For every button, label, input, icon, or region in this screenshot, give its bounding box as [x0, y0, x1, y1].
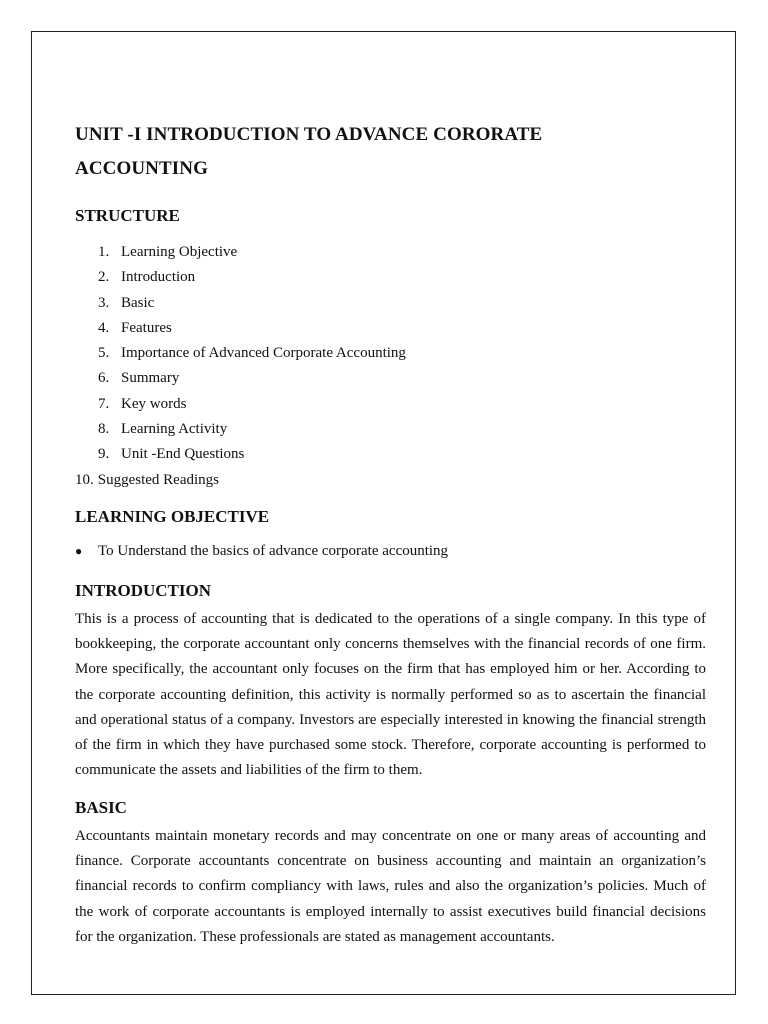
bullet-icon: ● [75, 544, 83, 558]
list-item-label: Suggested Readings [97, 471, 219, 488]
list-item-number: 4. [98, 319, 110, 336]
list-item [98, 240, 406, 265]
list-item-number: 2. [98, 269, 110, 286]
learning-objective-bullet [75, 543, 448, 560]
structure-list [75, 240, 406, 493]
document-body [75, 118, 706, 945]
list-item-label: Introduction [121, 269, 196, 286]
list-item-label: Learning Objective [121, 244, 238, 260]
title-line-2: ACCOUNTING [75, 158, 208, 179]
list-item-label: Importance of Advanced Corporate Accounting [121, 345, 406, 362]
list-item [98, 392, 406, 417]
list-item-number: 5. [98, 345, 110, 362]
list-item-label: Summary [121, 370, 180, 387]
learning-objective-heading: LEARNING OBJECTIVE [75, 507, 270, 526]
list-item [98, 417, 406, 442]
basic-paragraph: Accountants maintain monetary records and may concentrate on one or many areas of accounting and finance. Corporate accountants concentrate on business accounting and maintain an organization’s financial records to confirm compliancy with laws, rules and also the organization’s policies. Much of the work of corporate accountants is employed internally to assist executives build financial decisions for the organization. These professionals are stated as management accountants. [75, 828, 706, 945]
document-title [75, 118, 706, 186]
introduction-paragraph: This is a process of accounting that is dedicated to the operations of a single company. In this type of bookkeeping, the corporate accountant only concerns themselves with the financial records of one firm. More specifically, the accountant only focuses on the firm that has employed him or her. According to the corporate accounting definition, this activity is normally performed so as to ascertain the financial and operational status of a company. Investors are especially interested in knowing the financial strength of the firm in which they have purchased some stock. Therefore, corporate accounting is performed to communicate the assets and liabilities of the firm to them. [75, 611, 706, 779]
bullet-text: To Understand the basics of advance corporate accounting [98, 543, 449, 559]
list-item-number: 6. [98, 370, 110, 387]
list-item-number: 7. [98, 395, 110, 412]
list-item [98, 442, 406, 467]
list-item-label: Learning Activity [121, 421, 228, 438]
list-item-label: Basic [121, 294, 155, 311]
title-line-1: UNIT -I INTRODUCTION TO ADVANCE CORORATE [75, 124, 543, 145]
list-item [98, 366, 406, 391]
introduction-heading: INTRODUCTION [75, 581, 212, 600]
list-item [98, 291, 406, 316]
list-item-number: 9. [98, 446, 110, 463]
list-item [98, 265, 406, 290]
list-item-label: Features [121, 319, 172, 336]
list-item-number: 10. [75, 471, 94, 488]
basic-heading: BASIC [75, 798, 127, 817]
list-item-label: Unit -End Questions [121, 446, 245, 463]
structure-heading: STRUCTURE [75, 206, 180, 225]
list-item-label: Key words [121, 395, 187, 412]
list-item [98, 341, 406, 366]
list-item-number: 8. [98, 421, 110, 438]
list-item [98, 316, 406, 341]
list-item [75, 468, 406, 493]
list-item-number: 3. [98, 294, 110, 311]
list-item-number: 1. [98, 244, 110, 260]
